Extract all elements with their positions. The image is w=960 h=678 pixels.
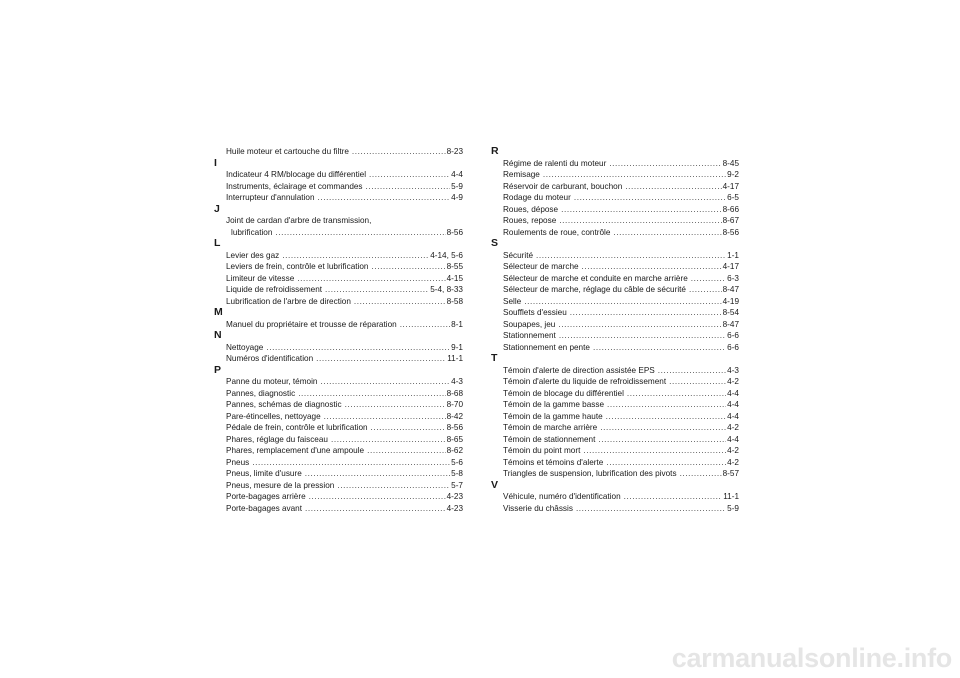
index-entry-page: 4-14, 5-6 (430, 250, 463, 260)
index-letter-heading: T (491, 352, 498, 364)
index-entry (214, 445, 463, 457)
index-entry (214, 284, 463, 296)
index-entry-text: Témoin de blocage du différentiel (503, 388, 624, 398)
index-entry-page: 8-58 (446, 296, 463, 306)
dot-leader (366, 181, 451, 193)
index-entry-text: Roues, dépose (503, 204, 559, 214)
dot-leader (613, 227, 721, 239)
index-entry (214, 468, 463, 480)
dot-leader (624, 491, 723, 503)
index-entry (491, 365, 739, 377)
index-entry (214, 250, 463, 262)
index-entry-text: Stationnement en pente (503, 342, 590, 352)
index-entry (214, 411, 463, 423)
index-entry-text: Numéros d'identification (226, 354, 314, 363)
dot-leader (583, 445, 726, 457)
index-entry-text: Manuel du propriétaire et trousse de réparation (226, 319, 397, 329)
index-letter-heading: I (214, 156, 217, 169)
index-entry-text: Témoin d'alerte de direction assistée EPS (503, 365, 655, 375)
index-entry (491, 227, 739, 239)
dot-leader (298, 388, 445, 400)
index-letter-heading: P (214, 363, 222, 376)
index-entry-text: Véhicule, numéro d'identification (503, 492, 621, 501)
index-entry-text: Témoin de la gamme basse (503, 400, 605, 409)
index-entry (491, 307, 739, 319)
index-entry-page: 4-4 (727, 411, 739, 421)
index-entry-text: Selle (503, 296, 522, 306)
dot-leader (352, 146, 446, 158)
index-entry-page: 5-9 (727, 503, 739, 513)
index-entry-text: Huile moteur et cartouche du filtre (226, 147, 349, 156)
index-entry (214, 342, 463, 354)
index-entry-page: 9-1 (451, 342, 463, 352)
index-entry-page: 8-55 (446, 262, 463, 271)
index-entry-page: 8-42 (446, 411, 463, 421)
index-entry (491, 192, 739, 204)
dot-leader (689, 284, 722, 296)
index-entry-page: 11-1 (723, 492, 739, 501)
index-entry-text: Lubrification de l'arbre de direction (226, 296, 351, 306)
dot-leader (691, 273, 726, 285)
index-entry-page: 4-2 (727, 377, 739, 386)
index-entry-text: Réservoir de carburant, bouchon (503, 181, 623, 191)
dot-leader (318, 192, 451, 204)
index-entry (491, 434, 739, 446)
dot-leader (371, 261, 445, 273)
index-entry-page: 4-4 (451, 170, 463, 179)
index-entry (214, 261, 463, 273)
index-entry-page: 5-6 (451, 457, 463, 467)
index-column-left (214, 146, 463, 514)
index-entry (491, 445, 739, 457)
index-entry-page: 6-5 (727, 193, 739, 202)
index-entry-page: 8-67 (722, 216, 739, 225)
index-entry-page: 4-15 (446, 273, 463, 283)
index-entry (214, 434, 463, 446)
index-entry-page: 4-4 (727, 388, 739, 398)
index-entry (214, 353, 463, 365)
index-entry (491, 158, 739, 170)
index-entry-text: Triangles de suspension, lubrification des pivots (503, 469, 677, 478)
index-entry-page: 4-19 (722, 296, 739, 306)
dot-leader (331, 434, 446, 446)
dot-leader (658, 365, 726, 377)
dot-leader (305, 468, 450, 480)
dot-leader (606, 457, 726, 469)
dot-leader (558, 319, 721, 331)
index-entry-page: 8-56 (446, 423, 463, 432)
dot-leader (316, 353, 446, 365)
index-entry-text: Pannes, diagnostic (226, 388, 296, 398)
dot-leader (600, 422, 726, 434)
index-entry (491, 399, 739, 411)
index-entry-page: 4-2 (727, 423, 739, 432)
index-entry-page: 8-47 (722, 319, 739, 329)
index-entry-text: Porte-bagages arrière (226, 492, 306, 501)
dot-leader (536, 250, 726, 262)
index-entry-text: Pédale de frein, contrôle et lubrification (226, 423, 368, 432)
index-entry-text: Pneus, limite d'usure (226, 469, 302, 478)
index-entry-page: 5-7 (451, 480, 463, 490)
index-letter-heading: J (214, 202, 220, 215)
index-entry-text: lubrification (231, 227, 273, 237)
index-letter-heading: L (214, 237, 221, 249)
index-entry-page: 8-70 (446, 400, 463, 409)
index-entry (491, 503, 739, 515)
index-entry (491, 468, 739, 480)
index-entry-text: Pannes, schémas de diagnostic (226, 400, 342, 409)
index-entry-page: 5-9 (451, 181, 463, 191)
index-entry-page: 4-17 (722, 181, 739, 191)
index-entry (491, 169, 739, 181)
dot-leader (598, 434, 726, 446)
index-entry (491, 376, 739, 388)
index-entry-text: Pare-étincelles, nettoyage (226, 411, 321, 421)
index-entry-text: Rodage du moteur (503, 193, 571, 202)
dot-leader (275, 227, 445, 239)
index-entry (491, 204, 739, 216)
index-entry-text: Témoin de la gamme haute (503, 411, 603, 421)
index-entry (214, 457, 463, 469)
index-entry-text: Soufflets d'essieu (503, 308, 567, 317)
dot-leader (576, 503, 726, 515)
index-entry-text: Panne du moteur, témoin (226, 377, 318, 386)
index-entry-text: Régime de ralenti du moteur (503, 158, 607, 168)
index-entry-text: Soupapes, jeu (503, 319, 556, 329)
index-entry-page: 8-56 (722, 227, 739, 237)
index-entry (214, 422, 463, 434)
index-entry (491, 342, 739, 354)
dot-leader (561, 204, 722, 216)
dot-leader (524, 296, 721, 308)
dot-leader (570, 307, 722, 319)
index-entry-text: Roues, repose (503, 216, 557, 225)
index-entry-page: 4-3 (451, 377, 463, 386)
index-entry-page: 4-3 (727, 365, 739, 375)
index-entry-page: 6-6 (727, 342, 739, 352)
index-entry-text: Sélecteur de marche et conduite en marche arrière (503, 273, 688, 283)
index-entry-page: 4-2 (727, 446, 739, 455)
index-entry-page: 8-1 (451, 319, 463, 329)
index-entry-text: Porte-bagages avant (226, 503, 303, 513)
index-entry-page: 4-2 (727, 457, 739, 467)
index-entry-page: 5-8 (451, 469, 463, 478)
index-letter-heading: M (214, 306, 223, 318)
dot-leader (371, 422, 446, 434)
dot-leader (543, 169, 726, 181)
index-entry-page: 8-45 (722, 158, 739, 168)
index-entry-text: Remisage (503, 170, 540, 179)
index-entry (214, 146, 463, 158)
index-entry (491, 215, 739, 227)
dot-leader (680, 468, 722, 480)
index-entry (214, 192, 463, 204)
index-entry-page: 1-1 (727, 250, 739, 260)
dot-leader (324, 411, 446, 423)
index-entry-page: 8-54 (722, 308, 739, 317)
dot-leader (606, 411, 726, 423)
index-entry (491, 273, 739, 285)
index-entry (214, 399, 463, 411)
index-letter-heading: S (491, 237, 499, 249)
index-entry-text: Stationnement (503, 331, 556, 340)
index-entry (491, 296, 739, 308)
index-entry-page: 8-47 (722, 285, 739, 294)
index-entry-text: Pneus (226, 457, 250, 467)
index-entry-text: Témoin de stationnement (503, 434, 596, 444)
index-entry (214, 480, 463, 492)
index-entry-text: Sécurité (503, 250, 534, 260)
index-entry-page: 4-23 (446, 492, 463, 501)
dot-leader (252, 457, 450, 469)
index-entry (491, 491, 739, 503)
index-entry (214, 227, 463, 239)
index-entry (214, 215, 463, 227)
index-entry-text: Indicateur 4 RM/blocage du différentiel (226, 170, 367, 179)
dot-leader (325, 284, 429, 296)
index-entry-text: Liquide de refroidissement (226, 285, 323, 294)
dot-leader (559, 215, 721, 227)
index-letter-heading: N (214, 329, 222, 341)
index-entry-page: 6-3 (727, 273, 739, 283)
index-entry (491, 457, 739, 469)
index-entry (491, 388, 739, 400)
index-entry-text: Témoin du point mort (503, 446, 581, 455)
dot-leader (321, 376, 451, 388)
index-entry (491, 261, 739, 273)
dot-leader (266, 342, 450, 354)
index-entry (214, 169, 463, 181)
index-entry (491, 330, 739, 342)
dot-leader (609, 158, 721, 170)
index-entry-page: 4-4 (727, 434, 739, 444)
watermark: carmanualsonline.info (671, 643, 952, 673)
index-entry-page: 8-57 (722, 469, 739, 478)
index-entry (491, 250, 739, 262)
index-entry-text: Roulements de roue, contrôle (503, 227, 611, 237)
index-entry-page: 8-66 (722, 204, 739, 214)
index-letter-heading: R (491, 145, 499, 157)
dot-leader (625, 181, 721, 193)
index-entry-page: 11-1 (447, 354, 463, 363)
index-entry-page: 8-56 (446, 227, 463, 237)
index-entry (491, 422, 739, 434)
index-entry-text: Phares, réglage du faisceau (226, 434, 328, 444)
index-entry-page: 8-68 (446, 388, 463, 398)
index-entry-page: 4-17 (722, 262, 739, 271)
index-entry-text: Témoin de marche arrière (503, 423, 598, 432)
index-entry-text: Interrupteur d'annulation (226, 193, 315, 202)
index-column-right (491, 146, 739, 514)
dot-leader (627, 388, 726, 400)
index-entry-text: Limiteur de vitesse (226, 273, 295, 283)
dot-leader (559, 330, 726, 342)
index-entry (491, 411, 739, 423)
dot-leader (309, 491, 446, 503)
dot-leader (305, 503, 446, 515)
index-entry-text: Témoin d'alerte du liquide de refroidissement (503, 377, 667, 386)
index-entry (214, 296, 463, 308)
index-entry (214, 181, 463, 193)
index-entry-page: 4-4 (727, 400, 739, 409)
index-entry (491, 284, 739, 296)
index-entry-text: Sélecteur de marche, réglage du câble de sécurité (503, 285, 686, 294)
index-entry-page: 6-6 (727, 331, 739, 340)
index-entry (214, 503, 463, 515)
index-entry-page: 8-23 (446, 147, 463, 156)
index-entry-text: Leviers de frein, contrôle et lubrification (226, 262, 369, 271)
dot-leader (354, 296, 446, 308)
dot-leader (669, 376, 726, 388)
dot-leader (337, 480, 450, 492)
index-entry-text: Instruments, éclairage et commandes (226, 181, 363, 191)
index-entry-page: 9-2 (727, 170, 739, 179)
index-entry (491, 319, 739, 331)
index-entry-page: 4-23 (446, 503, 463, 513)
index-entry (214, 388, 463, 400)
dot-leader (297, 273, 445, 285)
index-entry-page: 8-62 (446, 446, 463, 455)
dot-leader (367, 445, 446, 457)
index-entry (214, 376, 463, 388)
dot-leader (400, 319, 450, 331)
index-letter-heading: V (491, 478, 499, 491)
index-entry-page: 5-4, 8-33 (430, 285, 463, 294)
dot-leader (582, 261, 722, 273)
index-entry (214, 273, 463, 285)
dot-leader (369, 169, 450, 181)
index-entry (214, 319, 463, 331)
index-entry (491, 181, 739, 193)
index-entry-page: 4-9 (451, 193, 463, 202)
index-entry-page: 8-65 (446, 434, 463, 444)
dot-leader (607, 399, 726, 411)
index-entry-text: Joint de cardan d'arbre de transmission, (226, 216, 372, 225)
index-entry-text: Sélecteur de marche (503, 262, 579, 271)
dot-leader (345, 399, 446, 411)
index-entry-text: Témoins et témoins d'alerte (503, 457, 604, 467)
dot-leader (282, 250, 429, 262)
index-entry-text: Levier des gaz (226, 250, 280, 260)
index-entry-text: Phares, remplacement d'une ampoule (226, 446, 365, 455)
index-entry-text: Nettoyage (226, 342, 264, 352)
index-entry-text: Pneus, mesure de la pression (226, 480, 335, 490)
index-entry-text: Visserie du châssis (503, 503, 573, 513)
dot-leader (574, 192, 726, 204)
dot-leader (593, 342, 726, 354)
index-entry (214, 491, 463, 503)
